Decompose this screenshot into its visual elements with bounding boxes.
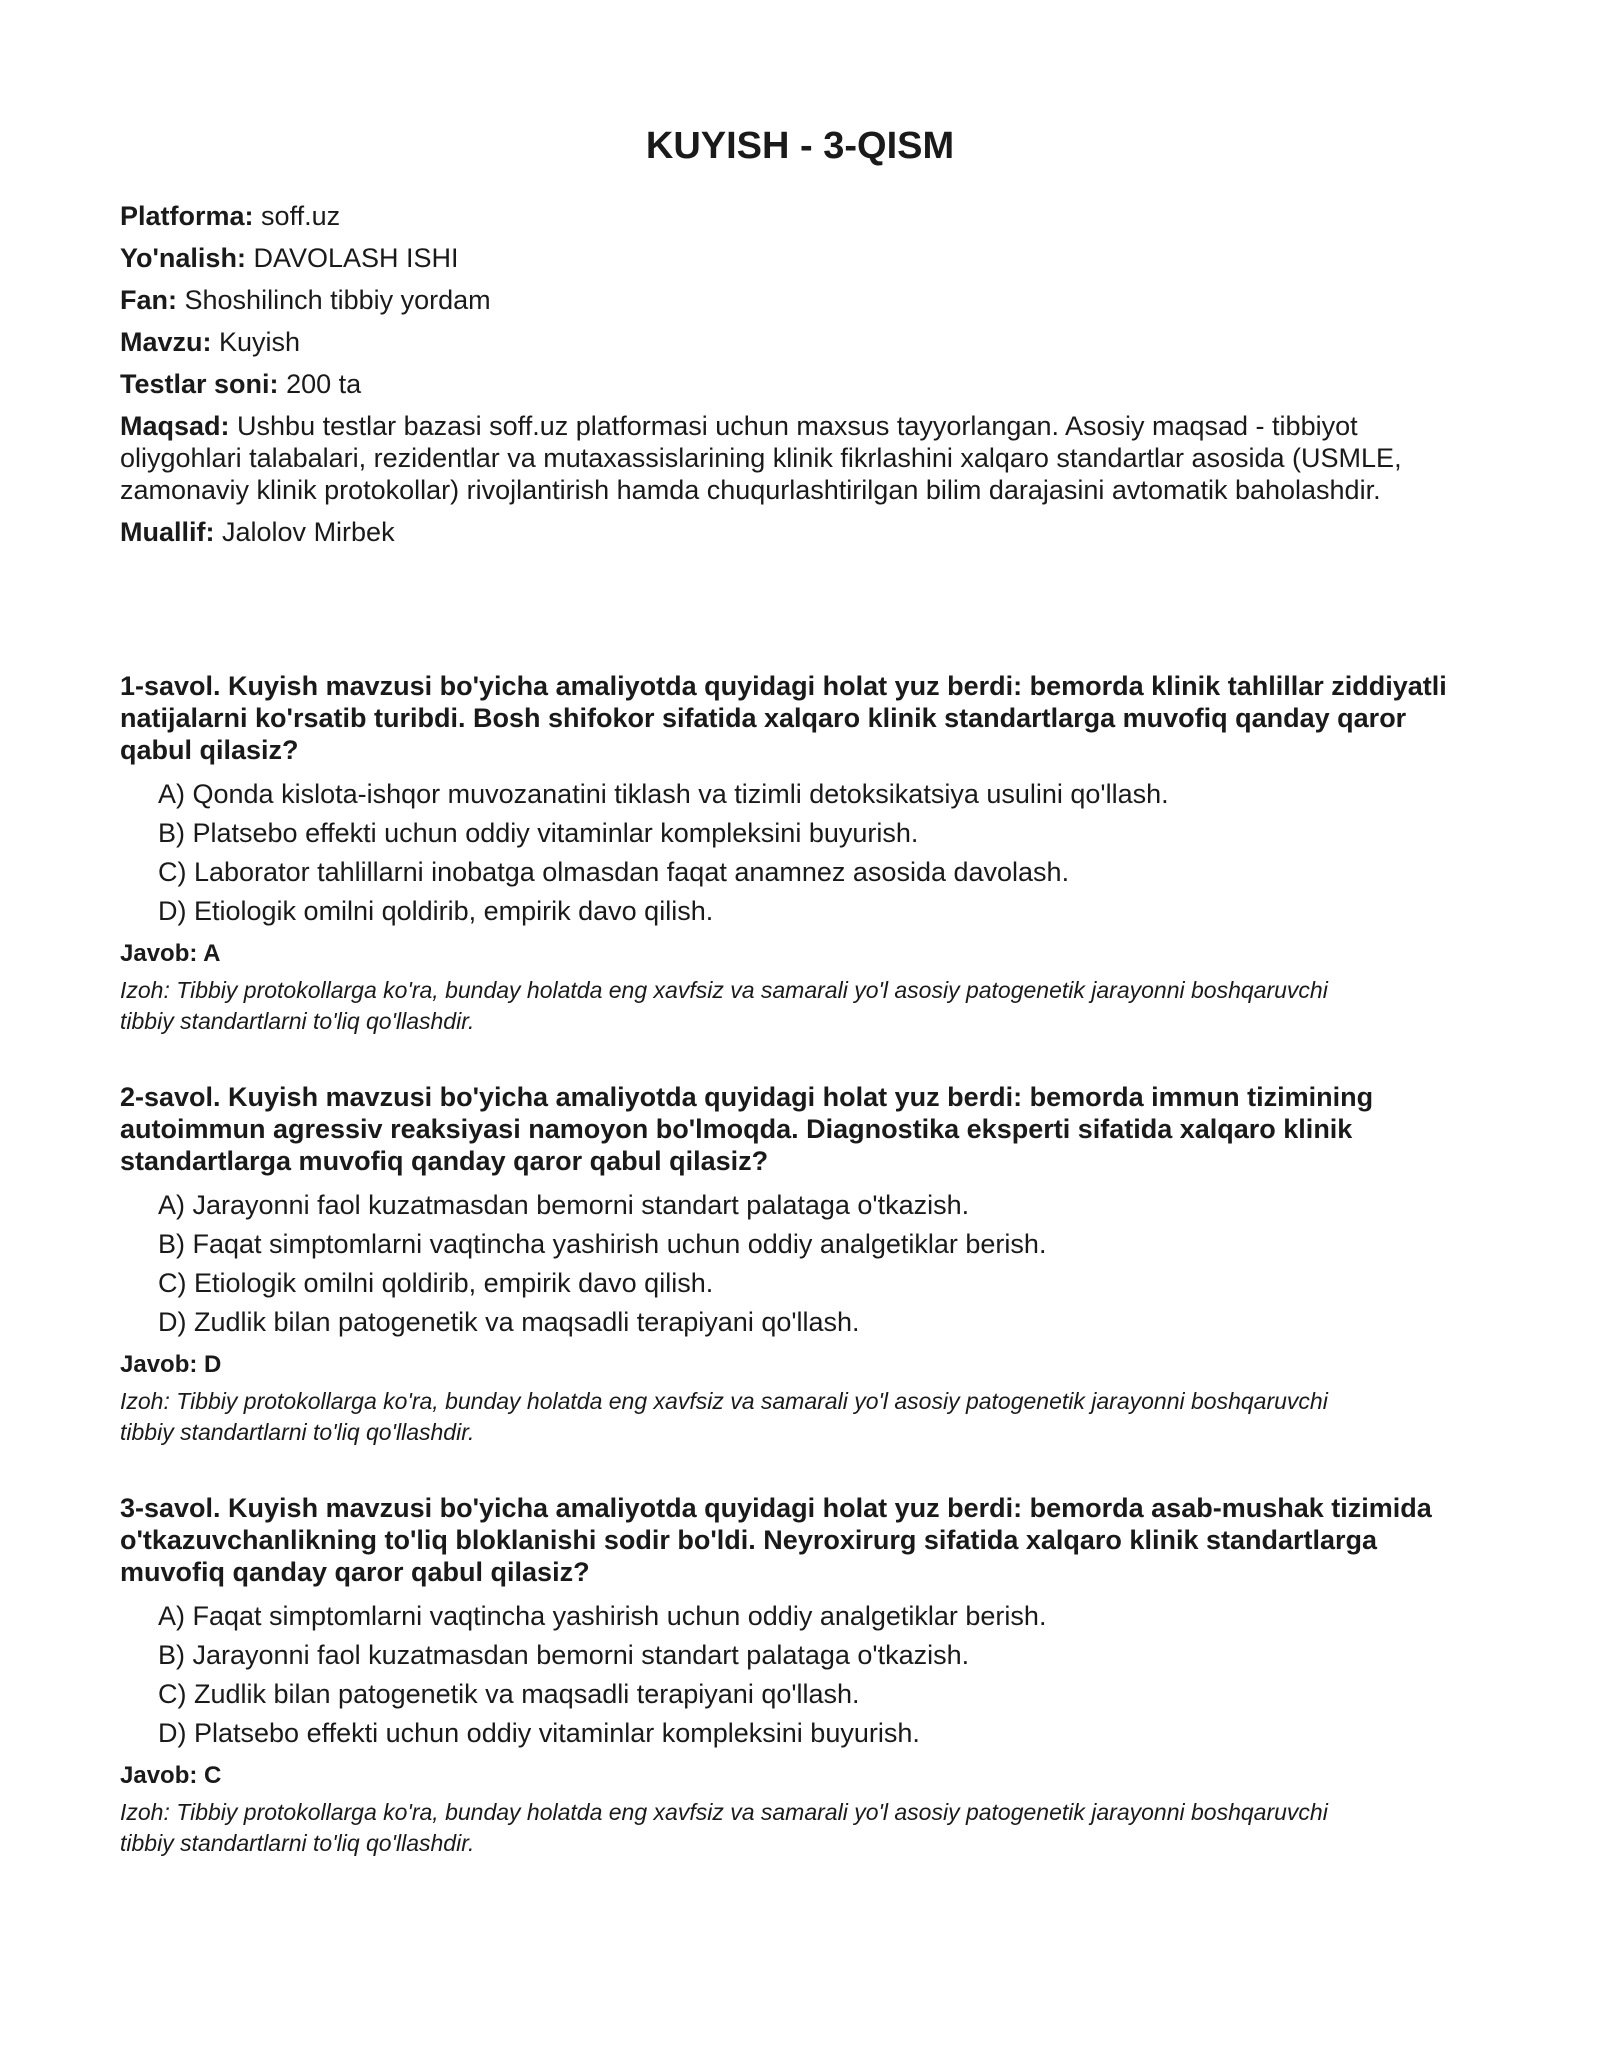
correct-answer: Javob: D bbox=[120, 1351, 222, 1378]
correct-answer: Javob: C bbox=[120, 1762, 222, 1789]
meta-value: Ushbu testlar bazasi soff.uz platformasi uchun maxsus tayyorlangan. Asosiy maqsad - tibbiyot oliygohlari talabalari, rezidentlar va mutaxassislarining klinik fikrlashini xalqaro standartlar asosida (USMLE, zamonaviy klinik protokollar) rivojlantirish hamda chuqurlashtirilgan bilim darajasini avtomatik baholashdir. bbox=[120, 411, 1402, 505]
answer-explanation: Izoh: Tibbiy protokollarga ko'ra, bunday holatda eng xavfsiz va samarali yo'l asosiy patogenetik jarayonni boshqaruvchi tibbiy standartlarni to'liq qo'llashdir. bbox=[120, 1799, 1328, 1856]
meta-label: Muallif: bbox=[120, 517, 215, 547]
answer-options bbox=[120, 1189, 1480, 1338]
meta-topic bbox=[120, 326, 1460, 358]
answer-option: D) Etiologik omilni qoldirib, empirik davo qilish. bbox=[158, 896, 714, 926]
answer-option: C) Etiologik omilni qoldirib, empirik davo qilish. bbox=[158, 1268, 714, 1298]
question-text: 2-savol. Kuyish mavzusi bo'yicha amaliyotda quyidagi holat yuz berdi: bemorda immun tizimining autoimmun agressiv reaksiyasi namoyon bo'lmoqda. Diagnostika eksperti sifatida xalqaro klinik standartlarga muvofiq qanday qaror qabul qilasiz? bbox=[120, 1082, 1374, 1176]
answer-option: D) Zudlik bilan patogenetik va maqsadli terapiyani qo'llash. bbox=[158, 1307, 860, 1337]
answer-explanation: Izoh: Tibbiy protokollarga ko'ra, bunday holatda eng xavfsiz va samarali yo'l asosiy patogenetik jarayonni boshqaruvchi tibbiy standartlarni to'liq qo'llashdir. bbox=[120, 977, 1328, 1034]
meta-direction bbox=[120, 242, 1460, 274]
meta-label: Maqsad: bbox=[120, 411, 230, 441]
answer-option: D) Platsebo effekti uchun oddiy vitaminlar kompleksini buyurish. bbox=[158, 1718, 920, 1748]
answer-option: A) Jarayonni faol kuzatmasdan bemorni standart palataga o'tkazish. bbox=[158, 1190, 970, 1220]
meta-value: Shoshilinch tibbiy yordam bbox=[184, 285, 491, 315]
meta-value: DAVOLASH ISHI bbox=[253, 243, 459, 273]
answer-option: C) Zudlik bilan patogenetik va maqsadli terapiyani qo'llash. bbox=[158, 1679, 860, 1709]
answer-option: B) Faqat simptomlarni vaqtincha yashirish uchun oddiy analgetiklar berish. bbox=[158, 1229, 1047, 1259]
meta-author bbox=[120, 516, 1460, 548]
question-text: 1-savol. Kuyish mavzusi bo'yicha amaliyotda quyidagi holat yuz berdi: bemorda klinik tahlillar ziddiyatli natijalarni ko'rsatib turibdi. Bosh shifokor sifatida xalqaro klinik standartlarga muvofiq qanday qaror qabul qilasiz? bbox=[120, 671, 1447, 765]
meta-value: Jalolov Mirbek bbox=[222, 517, 395, 547]
question-block bbox=[120, 1492, 1480, 1859]
meta-value: 200 ta bbox=[286, 369, 362, 399]
question-list bbox=[120, 670, 1480, 1903]
meta-label: Platforma: bbox=[120, 201, 254, 231]
meta-label: Testlar soni: bbox=[120, 369, 279, 399]
meta-label: Fan: bbox=[120, 285, 177, 315]
answer-options bbox=[120, 778, 1480, 927]
meta-label: Mavzu: bbox=[120, 327, 212, 357]
meta-subject bbox=[120, 284, 1460, 316]
meta-value: soff.uz bbox=[261, 201, 341, 231]
answer-option: B) Jarayonni faol kuzatmasdan bemorni standart palataga o'tkazish. bbox=[158, 1640, 970, 1670]
correct-answer: Javob: A bbox=[120, 940, 221, 967]
answer-explanation: Izoh: Tibbiy protokollarga ko'ra, bunday holatda eng xavfsiz va samarali yo'l asosiy patogenetik jarayonni boshqaruvchi tibbiy standartlarni to'liq qo'llashdir. bbox=[120, 1388, 1328, 1445]
answer-options bbox=[120, 1600, 1480, 1749]
question-block bbox=[120, 670, 1480, 1037]
meta-goal bbox=[120, 410, 1460, 506]
document-title: KUYISH - 3-QISM bbox=[645, 125, 955, 167]
question-text: 3-savol. Kuyish mavzusi bo'yicha amaliyotda quyidagi holat yuz berdi: bemorda asab-mushak tizimida o'tkazuvchanlikning to'liq bloklanishi sodir bo'ldi. Neyroxirurg sifatida xalqaro klinik standartlarga muvofiq qanday qaror qabul qilasiz? bbox=[120, 1493, 1432, 1587]
answer-option: B) Platsebo effekti uchun oddiy vitaminlar kompleksini buyurish. bbox=[158, 818, 919, 848]
meta-label: Yo'nalish: bbox=[120, 243, 246, 273]
answer-option: C) Laborator tahlillarni inobatga olmasdan faqat anamnez asosida davolash. bbox=[158, 857, 1070, 887]
meta-value: Kuyish bbox=[219, 327, 301, 357]
answer-option: A) Qonda kislota-ishqor muvozanatini tiklash va tizimli detoksikatsiya usulini qo'llash. bbox=[158, 779, 1169, 809]
meta-test-count bbox=[120, 368, 1460, 400]
question-block bbox=[120, 1081, 1480, 1448]
document-metadata bbox=[120, 200, 1460, 558]
meta-platform bbox=[120, 200, 1460, 232]
answer-option: A) Faqat simptomlarni vaqtincha yashirish uchun oddiy analgetiklar berish. bbox=[158, 1601, 1047, 1631]
